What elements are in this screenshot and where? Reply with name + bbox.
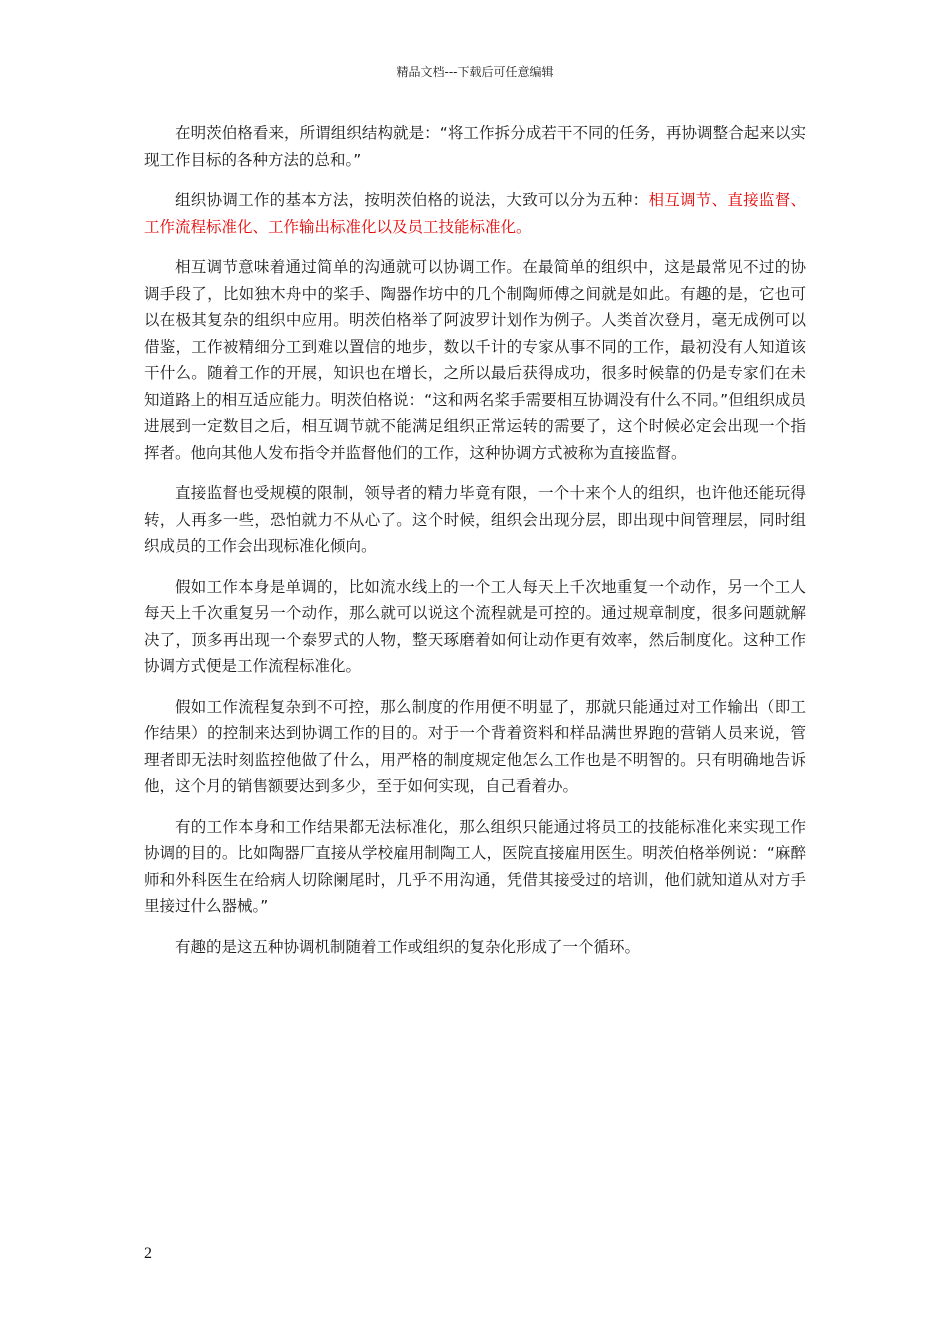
- five-methods-intro: 组织协调工作的基本方法，按明茨伯格的说法，大致可以分为五种：: [175, 191, 649, 209]
- document-body: [144, 120, 806, 974]
- paragraph-direct-supervision: 直接监督也受规模的限制，领导者的精力毕竟有限，一个十来个人的组织，也许他还能玩得转，人再多一些，恐怕就力不从心了。这个时候，组织会出现分层，即出现中间管理层，同时组织成员的工作会出现标准化倾向。: [144, 484, 806, 555]
- page-header: 精品文档---下载后可任意编辑: [396, 65, 554, 79]
- paragraph-conclusion: 有趣的是这五种协调机制随着工作或组织的复杂化形成了一个循环。: [175, 937, 641, 956]
- paragraph-definition: 在明茨伯格看来，所谓组织结构就是：“将工作拆分成若干不同的任务，再协调整合起来以实现工作目标的各种方法的总和。”: [144, 124, 806, 169]
- paragraph-process-standardization: 假如工作本身是单调的，比如流水线上的一个工人每天上千次地重复一个动作，另一个工人每天上千次重复另一个动作，那么就可以说这个流程就是可控的。通过规章制度，很多问题就解决了，顶多再出现一个泰罗式的人物，整天琢磨着如何让动作更有效率，然后制度化。这种工作协调方式便是工作流程标准化。: [144, 577, 806, 675]
- paragraph-five-methods: [144, 187, 806, 240]
- page-number: 2: [144, 1245, 152, 1262]
- paragraph-output-standardization: 假如工作流程复杂到不可控，那么制度的作用便不明显了，那就只能通过对工作输出（即工作结果）的控制来达到协调工作的目的。对于一个背着资料和样品满世界跑的营销人员来说，管理者即无法时刻监控他做了什么，用严格的制度规定他怎么工作也是不明智的。只有明确地告诉他，这个月的销售额要达到多少，至于如何实现，自己看着办。: [144, 697, 806, 795]
- paragraph-mutual-adjustment: 相互调节意味着通过简单的沟通就可以协调工作。在最简单的组织中，这是最常见不过的协调手段了，比如独木舟中的桨手、陶器作坊中的几个制陶师傅之间就是如此。有趣的是，它也可以在极其复杂的组织中应用。明茨伯格举了阿波罗计划作为例子。人类首次登月，毫无成例可以借鉴，工作被精细分工到难以置信的地步，数以千计的专家从事不同的工作，最初没有人知道该干什么。随着工作的开展，知识也在增长，之所以最后获得成功，很多时候靠的仍是专家们在未知道路上的相互适应能力。明茨伯格说：“这和两名桨手需要相互协调没有什么不同。”但组织成员进展到一定数目之后，相互调节就不能满足组织正常运转的需要了，这个时候必定会出现一个指挥者。他向其他人发布指令并监督他们的工作，这种协调方式被称为直接监督。: [144, 258, 806, 462]
- paragraph-skill-standardization: 有的工作本身和工作结果都无法标准化，那么组织只能通过将员工的技能标准化来实现工作协调的目的。比如陶器厂直接从学校雇用制陶工人，医院直接雇用医生。明茨伯格举例说：“麻醉师和外科医生在给病人切除阑尾时，几乎不用沟通，凭借其接受过的培训，他们就知道从对方手里接过什么器械。”: [144, 817, 806, 915]
- five-methods-highlight: 相互调节、直接监督、工作流程标准化、工作输出标准化以及员工技能标准化。: [144, 191, 806, 236]
